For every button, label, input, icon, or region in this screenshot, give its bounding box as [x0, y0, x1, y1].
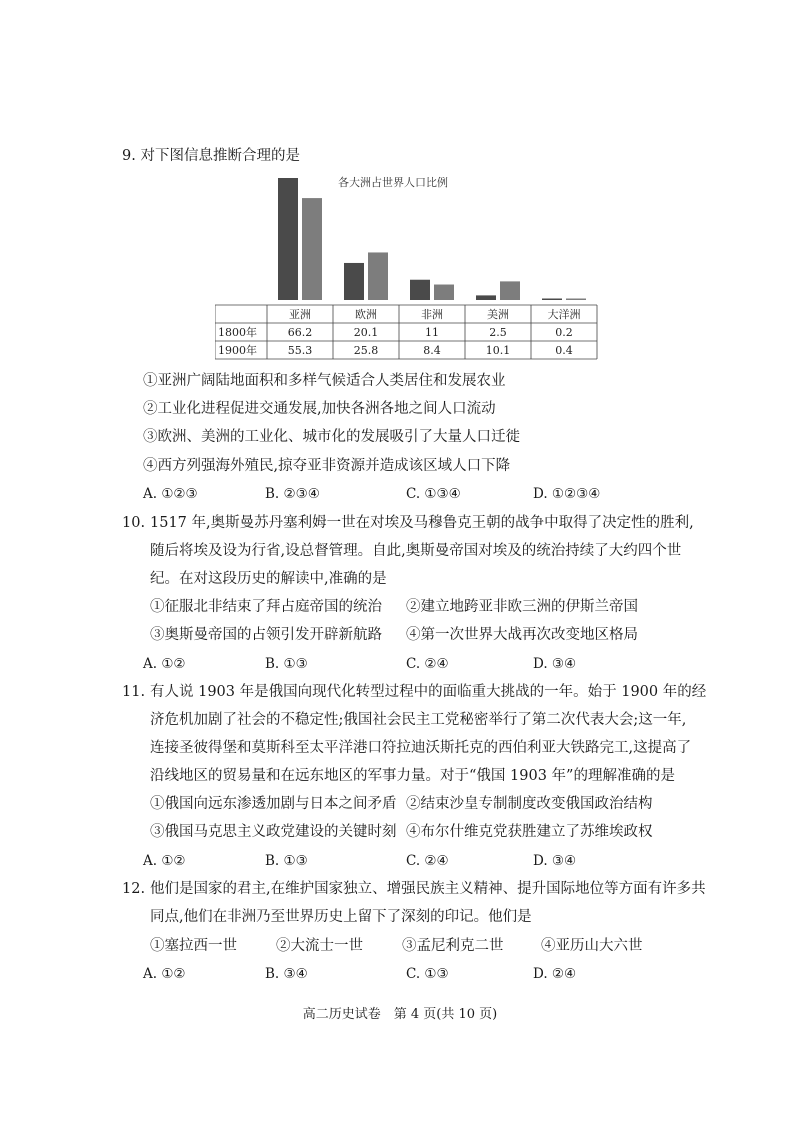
q10-line-2: 随后将埃及设为行省,设总督管理。自此,奥斯曼帝国对埃及的统治持续了大约四个世: [150, 543, 682, 559]
q11-line-2: 济危机加剧了社会的不稳定性;俄国社会民主工党秘密举行了第二次代表大会;这一年,: [150, 712, 687, 728]
q10-option-d: D. ③④: [533, 656, 577, 672]
q10-statement-1: ①征服北非结束了拜占庭帝国的统治: [150, 599, 382, 615]
q12-line-2: 同点,他们在非洲乃至世界历史上留下了深刻的印记。他们是: [150, 909, 532, 925]
category-label: 亚洲: [289, 308, 311, 321]
value-label: 8.4: [423, 344, 441, 357]
bar-2-4: [500, 281, 520, 300]
value-label: 20.1: [353, 326, 379, 339]
bar-1-2: [344, 263, 364, 300]
q10-option-c: C. ②④: [406, 656, 449, 672]
q11-option-a: A. ①②: [143, 853, 186, 869]
q9-option-c: C. ①③④: [406, 486, 461, 502]
q12-option-b: B. ③④: [265, 966, 308, 982]
q11-statement-2: ②结束沙皇专制制度改变俄国政治结构: [406, 796, 653, 812]
category-label: 美洲: [487, 308, 509, 321]
population-chart: [215, 172, 605, 362]
category-label: 大洋洲: [547, 308, 581, 321]
value-label: 11: [425, 326, 439, 339]
q11-statement-3: ③俄国马克思主义政党建设的关键时刻: [150, 824, 397, 840]
q10-statement-4: ④第一次世界大战再次改变地区格局: [406, 627, 638, 643]
q10-line-1: 1517 年,奥斯曼苏丹塞利姆一世在对埃及马穆鲁克王朝的战争中取得了决定性的胜利,: [150, 515, 694, 531]
value-label: 2.5: [489, 326, 507, 339]
q11-option-c: C. ②④: [406, 853, 449, 869]
q12-statement-1: ①塞拉西一世: [150, 938, 237, 954]
bar-1-4: [476, 295, 496, 300]
page-footer: 高二历史试卷 第 4 页(共 10 页): [302, 1007, 498, 1022]
q10-statement-3: ③奥斯曼帝国的占领引发开辟新航路: [150, 627, 382, 643]
q11-line-1: 有人说 1903 年是俄国向现代化转型过程中的面临重大挑战的一年。始于 1900 年的经: [150, 684, 707, 700]
q10-option-b: B. ①③: [265, 656, 308, 672]
q12-option-a: A. ①②: [143, 966, 186, 982]
q10-statement-2: ②建立地跨亚非欧三洲的伊斯兰帝国: [406, 599, 638, 615]
q11-statement-1: ①俄国向远东渗透加剧与日本之间矛盾: [150, 796, 397, 812]
q10-number: 10.: [122, 515, 146, 531]
bar-1-3: [410, 280, 430, 300]
q12-statement-4: ④亚历山大六世: [541, 938, 643, 954]
value-label: 25.8: [353, 344, 379, 357]
chart-title: 各大洲占世界人口比例: [338, 176, 448, 189]
q10-line-3: 纪。在对这段历史的解读中,准确的是: [150, 571, 387, 587]
value-label: 0.2: [555, 326, 573, 339]
q11-statement-4: ④布尔什维克党获胜建立了苏维埃政权: [406, 824, 653, 840]
q9-statement-2: ②工业化进程促进交通发展,加快各洲各地之间人口流动: [143, 401, 496, 417]
bar-2-5: [566, 299, 586, 301]
value-label: 66.2: [287, 326, 313, 339]
q10-option-a: A. ①②: [143, 656, 186, 672]
q9-statement-3: ③欧洲、美洲的工业化、城市化的发展吸引了大量人口迁徙: [143, 429, 520, 445]
q9-number: 9.: [122, 148, 136, 164]
q12-option-d: D. ②④: [533, 966, 577, 982]
q9-option-a: A. ①②③: [143, 486, 198, 502]
q9-statement-4: ④西方列强海外殖民,掠夺亚非资源并造成该区域人口下降: [143, 458, 511, 474]
value-label: 0.4: [555, 344, 573, 357]
q11-option-b: B. ①③: [265, 853, 308, 869]
q9-statement-1: ①亚洲广阔陆地面积和多样气候适合人类居住和发展农业: [143, 373, 506, 389]
value-label: 55.3: [287, 344, 313, 357]
q12-line-1: 他们是国家的君主,在维护国家独立、增强民族主义精神、提升国际地位等方面有许多共: [150, 881, 706, 897]
category-label: 非洲: [421, 308, 443, 321]
q9-option-d: D. ①②③④: [533, 486, 601, 502]
bar-1-5: [542, 299, 562, 301]
q12-statement-2: ②大流士一世: [276, 938, 363, 954]
q11-line-3: 连接圣彼得堡和莫斯科至太平洋港口符拉迪沃斯托克的西伯利亚大铁路完工,这提高了: [150, 740, 692, 756]
bar-2-1: [302, 198, 322, 300]
bar-1-1: [278, 178, 298, 300]
q11-option-d: D. ③④: [533, 853, 577, 869]
q12-option-c: C. ①③: [406, 966, 449, 982]
q11-line-4: 沿线地区的贸易量和在远东地区的军事力量。对于“俄国 1903 年”的理解准确的是: [150, 768, 675, 784]
series-label: 1900年: [218, 344, 257, 357]
q9-option-b: B. ②③④: [265, 486, 320, 502]
q9-stem: [122, 147, 300, 165]
series-label: 1800年: [218, 326, 257, 339]
q11-number: 11.: [122, 684, 146, 700]
bar-2-3: [434, 285, 454, 300]
q12-statement-3: ③孟尼利克二世: [402, 938, 504, 954]
q12-number: 12.: [122, 881, 146, 897]
bar-2-2: [368, 252, 388, 300]
value-label: 10.1: [485, 344, 511, 357]
q9-stem-text: 对下图信息推断合理的是: [140, 148, 300, 164]
category-label: 欧洲: [355, 308, 377, 321]
